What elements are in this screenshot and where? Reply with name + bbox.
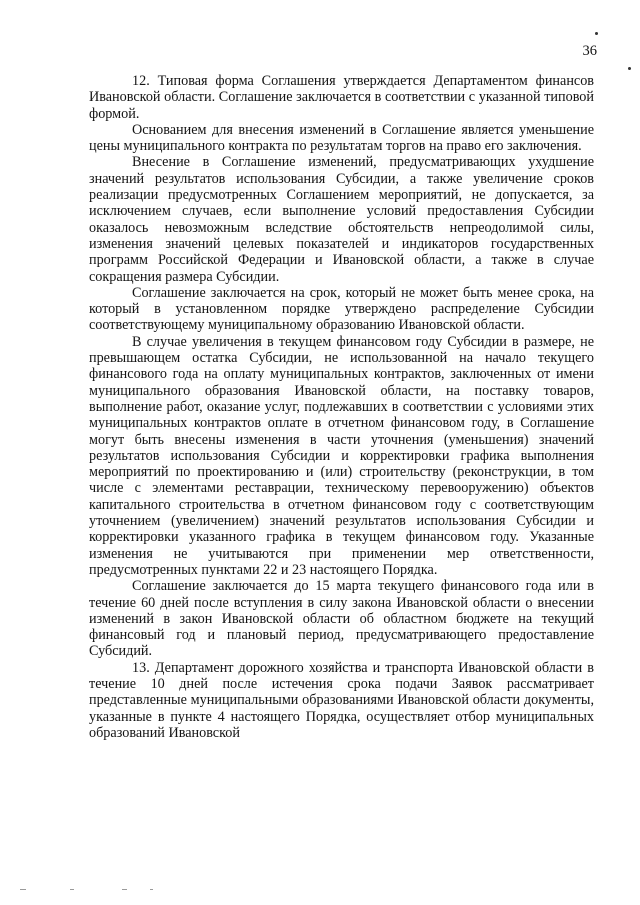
paragraph-agreement-term: Соглашение заключается на срок, который не может быть менее срока, на который в установленном порядке утверждено распределение Субсидии соответствующему муниципальному образованию Ивановской области. bbox=[89, 284, 594, 334]
page-number: 36 bbox=[582, 43, 597, 59]
scan-mark-top bbox=[595, 32, 598, 35]
paragraph-amendment-grounds: Основанием для внесения изменений в Соглашение является уменьшение цены муниципального контракта по результатам торгов на право его заключения. bbox=[89, 121, 594, 155]
paragraph-subsidy-increase: В случае увеличения в текущем финансовом году Субсидии в размере, не превышающем остатка Субсидии, не использованной на начало текущего финансового года на оплату муниципальных контрактов, заключенных от имени муниципального образования Ивановской области, на поставку товаров, выполнение работ, оказание услуг, подлежавших в соответствии с условиями этих муниципальных контрактов оплате в отчетном финансовом году, в Соглашение могут быть внесены изменения в части уточнения (уменьшения) значений результатов использования Субсидии и корректировки графика выполнения мероприятий по проектированию и (или) строительству (реконструкции, в том числе с элементами реставрации, техническому перевооружению) объектов капитального строительства в отчетном финансовом году с соответствующим уточнением (увеличением) значений результатов использования Субсидии и корректировки указанного графика в текущем финансовом году. Указанные изменения не учитываются при применении мер ответственности, предусмотренных пунктами 22 и 23 настоящего Порядка. bbox=[89, 333, 594, 578]
scan-speck-bottom bbox=[70, 889, 74, 890]
scan-speck-bottom bbox=[122, 889, 127, 890]
paragraph-13-selection: 13. Департамент дорожного хозяйства и транспорта Ивановской области в течение 10 дней после истечения срока подачи Заявок рассматривает представленные муниципальными образованиями Ивановской области документы, указанные в пункте 4 настоящего Порядка, осуществляет отбор муниципальных образований Ивановской bbox=[89, 659, 594, 741]
scan-speck-bottom bbox=[150, 889, 153, 890]
document-body bbox=[89, 73, 594, 741]
scan-speck-bottom bbox=[20, 889, 26, 890]
paragraph-12-standard-form: 12. Типовая форма Соглашения утверждается Департаментом финансов Ивановской области. Соглашение заключается в соответствии с указанной типовой формой. bbox=[89, 73, 594, 122]
scan-mark-right bbox=[628, 67, 631, 70]
paragraph-amendment-restrictions: Внесение в Соглашение изменений, предусматривающих ухудшение значений результатов использования Субсидии, а также увеличение сроков реализации предусмотренных Соглашением мероприятий, не допускается, за исключением случаев, если выполнение условий предоставления Субсидии оказалось невозможным вследствие обстоятельств непреодолимой силы, изменения значений целевых показателей и индикаторов государственных программ Российской Федерации и Ивановской области, а также в случае сокращения размера Субсидии. bbox=[89, 154, 594, 285]
paragraph-conclusion-deadline: Соглашение заключается до 15 марта текущего финансового года или в течение 60 дней после вступления в силу закона Ивановской области о внесении изменений в закон Ивановской области об областном бюджете на текущий финансовый год и плановый период, предусматривающего предоставление Субсидий. bbox=[89, 578, 594, 660]
